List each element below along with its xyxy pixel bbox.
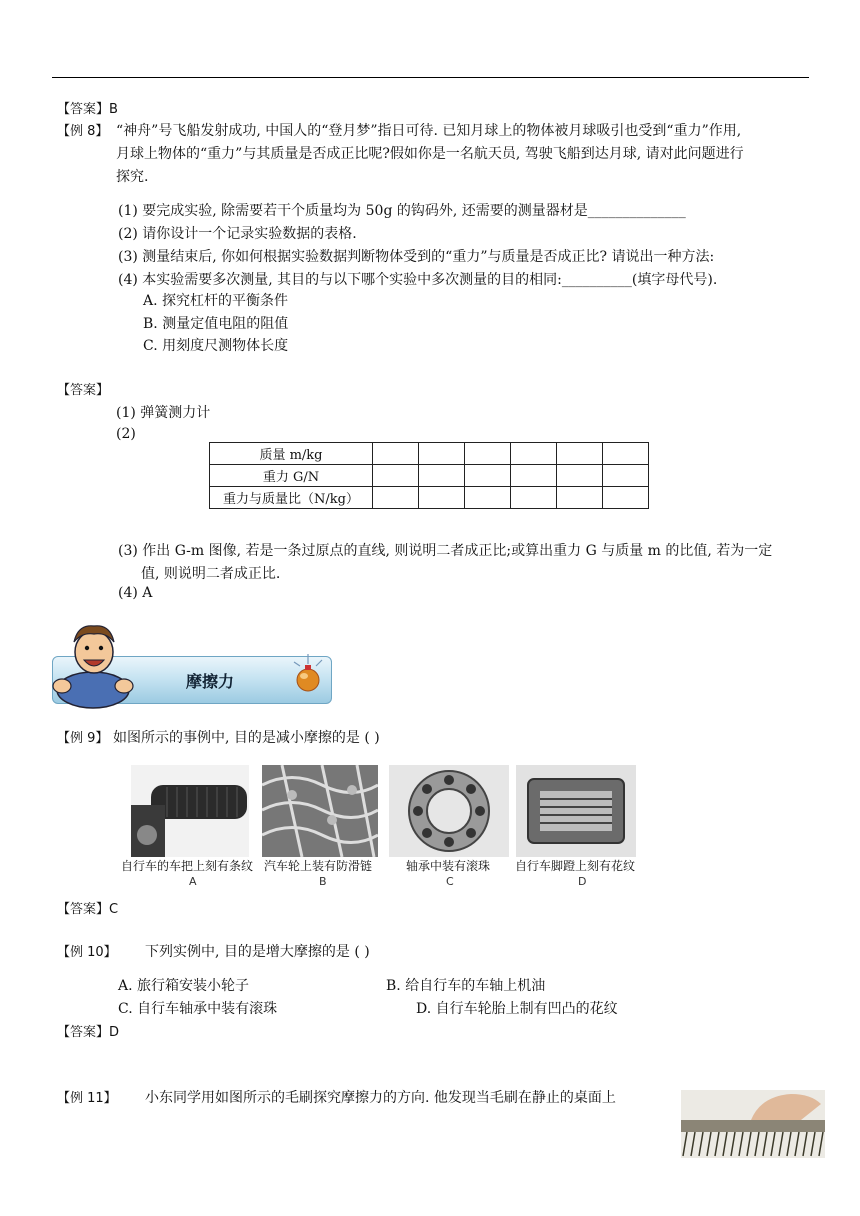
ex10-option-b: B. 给自行车的车轴上机油: [386, 978, 546, 994]
ex8-option-a: A. 探究杠杆的平衡条件: [143, 293, 289, 309]
letter-a: A: [189, 875, 197, 888]
cartoon-man-icon: [48, 618, 138, 710]
ex7-answer: 【答案】B: [57, 102, 118, 117]
ex8-answer-1: (1) 弹簧测力计: [116, 405, 211, 421]
photo-pedal: [516, 765, 636, 857]
caption-c: 轴承中装有滚珠: [406, 859, 491, 873]
ornament-icon: [290, 650, 330, 700]
table-row: [210, 443, 649, 465]
ex8-answer-2: (2): [116, 426, 136, 442]
ex9-label: 【例 9】: [57, 731, 109, 746]
ex8-answer-3-line2: 值, 则说明二者成正比.: [141, 566, 281, 582]
ex10-label: 【例 10】: [57, 945, 117, 960]
section-title: 摩擦力: [186, 672, 235, 691]
table-row: [210, 465, 649, 487]
photo-brush: [681, 1090, 825, 1158]
table-header-cell: 重力 G/N: [210, 465, 373, 487]
ex10-text: 下列实例中, 目的是增大摩擦的是 ( ): [145, 944, 370, 960]
ex8-q1: (1) 要完成实验, 除需要若干个质量均为 50g 的钩码外, 还需要的测量器材是______________: [118, 203, 686, 219]
ex8-text-line2: 月球上物体的“重力”与其质量是否成正比呢?假如你是一名航天员, 驾驶飞船到达月球, 请对此问题进行: [116, 146, 744, 162]
caption-b: 汽车轮上装有防滑链: [264, 859, 373, 873]
letter-b: B: [319, 875, 327, 888]
ex11-text: 小东同学用如图所示的毛刷探究摩擦力的方向. 他发现当毛刷在静止的桌面上: [145, 1090, 616, 1106]
photo-bearing: [389, 765, 509, 857]
ex10-option-c: C. 自行车轴承中装有滚珠: [118, 1001, 278, 1017]
header-rule: [52, 77, 809, 78]
table-header-cell: 重力与质量比（N/kg）: [210, 487, 373, 509]
ex8-q2: (2) 请你设计一个记录实验数据的表格.: [118, 226, 357, 242]
table-row: [210, 487, 649, 509]
ex8-q4: (4) 本实验需要多次测量, 其目的与以下哪个实验中多次测量的目的相同:__________(填字母代号).: [118, 272, 718, 288]
caption-a: 自行车的车把上刻有条纹: [121, 859, 254, 873]
ex9-text: 如图所示的事例中, 目的是减小摩擦的是 ( ): [113, 730, 380, 746]
ex8-option-c: C. 用刻度尺测物体长度: [143, 338, 289, 354]
ex8-text-line1: “神舟”号飞船发射成功, 中国人的“登月梦”指日可待. 已知月球上的物体被月球吸引也受到“重力”作用,: [116, 123, 742, 139]
letter-d: D: [578, 875, 587, 888]
ex9-answer: 【答案】C: [57, 902, 119, 917]
ex8-answer-label: 【答案】: [57, 383, 110, 398]
table-header-cell: 质量 m/kg: [210, 443, 373, 465]
ex8-label: 【例 8】: [57, 124, 109, 139]
ex10-option-d: D. 自行车轮胎上制有凹凸的花纹: [416, 1001, 618, 1017]
ex8-answer-4: (4) A: [118, 585, 153, 601]
caption-d: 自行车脚蹬上刻有花纹: [515, 859, 636, 873]
photo-snow-chain: [262, 765, 378, 857]
ex8-option-b: B. 测量定值电阻的阻值: [143, 316, 289, 332]
data-record-table: [209, 442, 649, 509]
ex11-label: 【例 11】: [57, 1091, 117, 1106]
ex8-text-line3: 探究.: [116, 169, 149, 185]
ex10-option-a: A. 旅行箱安装小轮子: [118, 978, 250, 994]
photo-handlebar: [131, 765, 249, 857]
ex8-q3: (3) 测量结束后, 你如何根据实验数据判断物体受到的“重力”与质量是否成正比? 请说出一种方法:: [118, 249, 715, 265]
ex10-answer: 【答案】D: [57, 1025, 120, 1040]
ex8-answer-3-line1: (3) 作出 G-m 图像, 若是一条过原点的直线, 则说明二者成正比;或算出重力 G 与质量 m 的比值, 若为一定: [118, 543, 773, 559]
letter-c: C: [446, 875, 454, 888]
